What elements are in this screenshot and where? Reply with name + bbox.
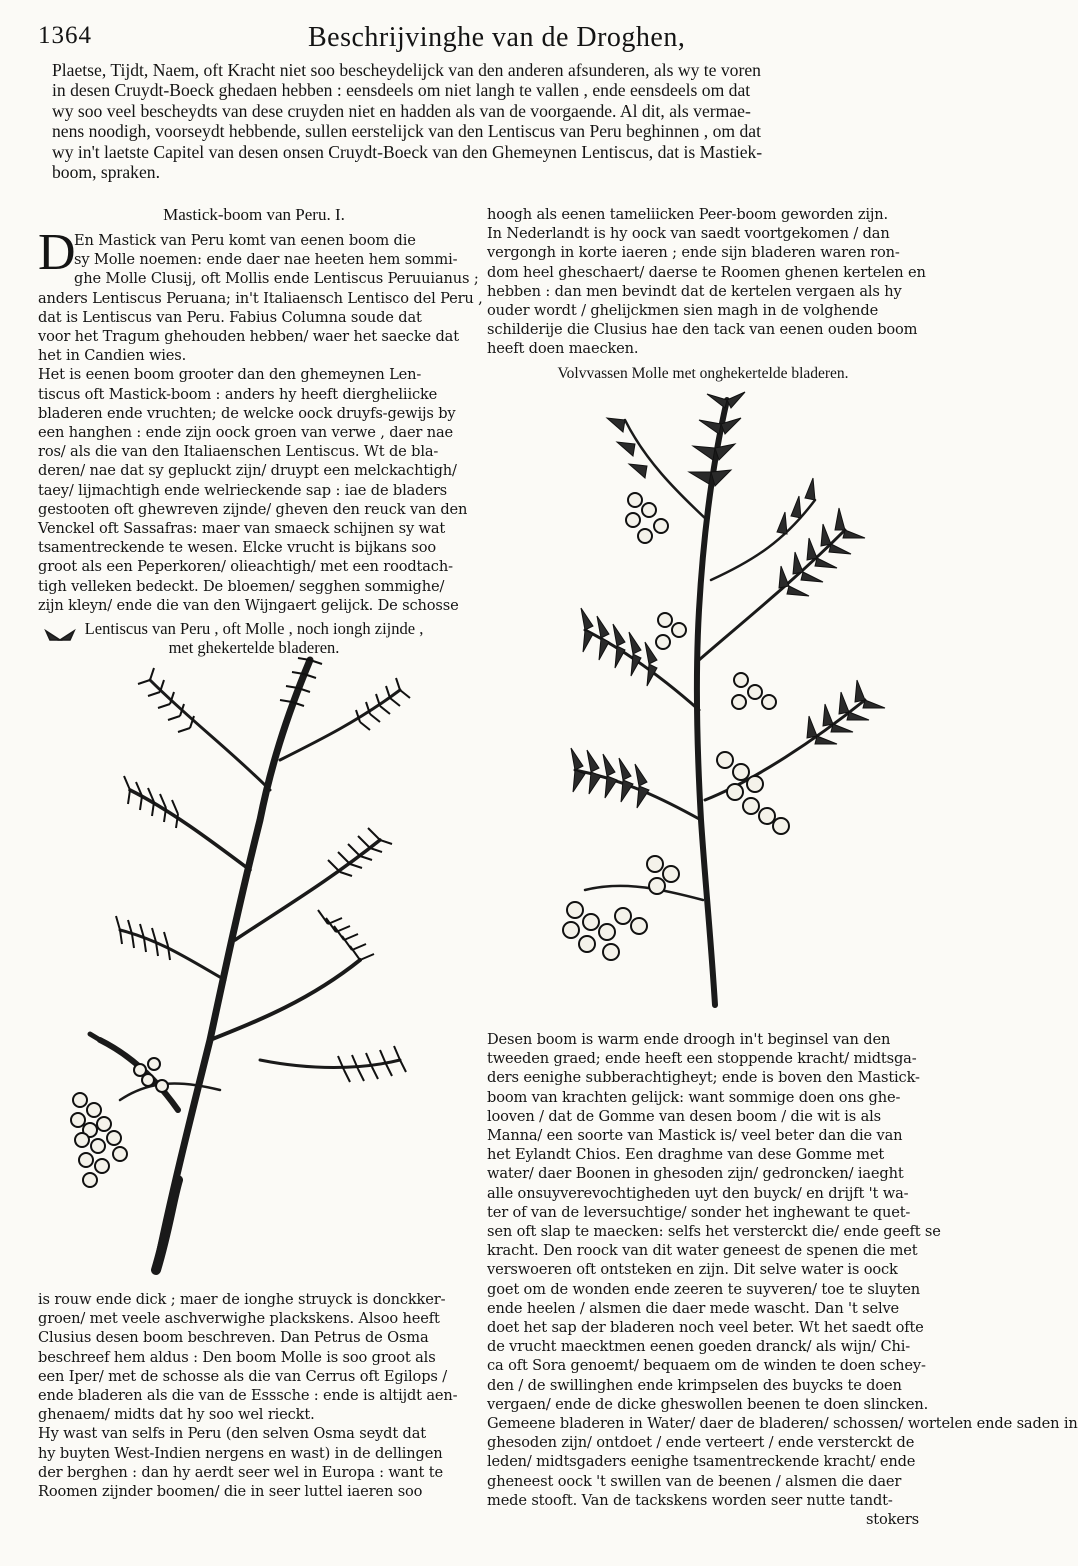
text-line: ca oft Sora genoemt/ bequaem om de winden te doen schey- [487,1357,926,1375]
intro-paragraph [52,60,912,182]
text-line: ende heelen / alsmen die daer mede wascht. Dan 't selve [487,1299,900,1317]
text-line: deren/ nae dat sy gepluckt zijn/ druypt een melckachtigh/ [38,462,457,480]
text-line: Plaetse, Tijdt, Naem, oft Kracht niet soo bescheydelijck van den anderen afsunderen, als wy te voren [52,60,761,80]
text-line: ouder wordt / ghelijckmen sien magh in de volghende [487,302,879,320]
text-line: taey/ lijmachtigh ende welrieckende sap : iae de bladers [38,481,448,499]
text-line: ende bladeren als die van de Esssche : ende is altijdt aen- [38,1387,458,1405]
text-line: een Iper/ met de schosse als die van Cerrus oft Egilops / [38,1367,447,1385]
caption-line: met ghekertelde bladeren. [168,638,340,658]
text-line: anders Lentiscus Peruana; in't Italiaensch Lentisco del Peru , [38,289,483,307]
text-line: kracht. Den roock van dit water geneest de spenen die met [487,1242,918,1260]
text-line: tweeden graed; ende heeft een stoppende kracht/ midtsga- [487,1050,917,1068]
text-line: boom, spraken. [52,162,160,183]
text-line: heeft doen maecken. [487,340,639,358]
paragraph-right-1 [487,205,926,359]
text-line: dat is Lentiscus van Peru. Fabius Columna soude dat [38,308,422,326]
text-line: hebben : dan men bevindt dat de kertelen vergaen als hy [487,282,902,300]
text-line: groen/ met veele aschverwighe plackskens. Alsoo heeft [38,1310,440,1328]
young-molle-woodcut [60,640,460,1280]
text-line: ghenaem/ midts dat hy soo wel rieckt. [38,1406,315,1424]
text-line: een hanghen : ende zijn oock groen van verwe , daer nae [38,424,454,442]
text-line: En Mastick van Peru komt van eenen boom die [74,232,416,249]
text-line: Roomen zijnder boomen/ die in seer luttel iaeren soo [38,1483,423,1501]
text-line: sen oft slap te maecken: selfs het versterckt die/ ende geeft se [487,1223,941,1241]
text-line: gheneest oock 't swillen van de beenen / alsmen die daer [487,1472,902,1490]
text-line: wy soo veel bescheydts van dese cruyden niet en hadden als van de voorgaende. Al dit, als vermae- [52,100,751,121]
text-line: hy buyten West-Indien nergens en wast) in de dellingen [38,1444,443,1462]
page-header [38,22,918,58]
running-title: Beschrijvinghe van de Droghen, [308,22,686,53]
text-line: ghe Molle Clusij, oft Mollis ende Lentiscus Peruuianus ; [74,270,479,288]
text-line: den / de swillinghen ende krimpselen des buycks te doen [487,1376,902,1394]
text-line: Gemeene bladeren in Water/ daer de bladeren/ schossen/ wortelen ende saden in [487,1415,1078,1433]
text-line: Het is eenen boom grooter dan den ghemeynen Len- [38,366,422,384]
paragraph-3 [38,1290,470,1424]
text-line: ter of van de leversuchtige/ sonder het inghewant te quet- [487,1203,911,1221]
right-column [487,205,926,389]
paragraph-right-2 [487,1030,1078,1529]
text-line: water/ daer Boonen in ghesoden zijn/ gedroncken/ iaeght [487,1165,904,1183]
text-line: Hy wast van selfs in Peru (den selven Osma seydt dat [38,1425,426,1443]
paragraph-4 [38,1424,470,1501]
text-line: Clusius desen boom beschreven. Dan Petrus de Osma [38,1329,429,1347]
left-column [38,205,483,663]
text-line: leden/ midtsgaders eenighe tsamentreckende kracht/ ende [487,1453,916,1471]
text-line: wy in't laetste Capitel van desen onsen Cruydt-Boeck van den Ghemeynen Lentiscus, dat is Mastiek- [52,141,763,162]
figure-caption-right: Volvvassen Molle met onghekertelde bladeren. [557,364,849,382]
text-line: goet om de wonden ende zeeren te suyveren/ toe te sluyten [487,1280,921,1298]
text-line: dom heel gheschaert/ daerse te Roomen ghenen kertelen en [487,263,926,281]
text-line: de vrucht maecktmen eenen goeden dranck/ als wijn/ Chi- [487,1338,911,1356]
text-line: bladeren ende vruchten; de welcke oock druyfs-gewijs by [38,404,456,422]
drop-cap: D [38,224,76,281]
text-line: boom van krachten gelijck: want sommige doen ons ghe- [487,1088,901,1106]
text-line: Desen boom is warm ende droogh in't beginsel van den [487,1031,891,1048]
caption-line: Lentiscus van Peru , oft Molle , noch iongh zijnde , [84,619,424,639]
text-line: ros/ als die van den Italiaenschen Lentiscus. Wt de bla- [38,443,439,461]
mature-molle-woodcut [515,380,915,1020]
text-line: mede stooft. Van de tackskens worden seer nutte tandt- [487,1491,893,1509]
text-line: het in Candien wies. [38,347,187,365]
text-line: tsamentreckende te wesen. Elcke vrucht is bijkans soo [38,539,436,557]
paragraph-2 [38,365,470,615]
right-column-lower [487,1030,1078,1529]
text-line: vergaen/ ende de dicke gheswollen beenen te doen slincken. [487,1395,929,1413]
text-line: zijn kleyn/ ende die van den Wijngaert gelijck. De schosse [38,596,459,614]
text-line: ghesoden zijn/ ontdoet / ende verteert / ende versterckt de [487,1434,915,1452]
text-line: In Nederlandt is hy oock van saedt voortgekomen / dan [487,225,890,243]
text-line: der berghen : dan hy aerdt seer wel in Europa : want te [38,1463,443,1481]
text-line: ders eenighe subberachtigheyt; ende is boven den Mastick- [487,1069,920,1087]
left-column-lower [38,1290,470,1501]
text-line: hoogh als eenen tameliicken Peer-boom geworden zijn. [487,206,889,223]
text-line: het Eylandt Chios. Een draghme van dese Gomme met [487,1146,885,1164]
text-line: doet het sap der bladeren noch veel beter. Wt het saedt ofte [487,1319,924,1337]
text-line: beschreef hem aldus : Den boom Molle is soo groot als [38,1348,436,1366]
text-line: tigh velleken bedeckt. De bloemen/ segghen sommighe/ [38,577,445,595]
catchword: stokers [865,1511,919,1529]
text-line: Manna/ een soorte van Mastick is/ veel beter dan die van [487,1127,903,1145]
text-line: nens noodigh, voorseydt hebbende, sullen eerstelijck van den Lentiscus van Peru beghinnen , om dat [52,121,761,142]
text-line: vergongh in korte iaeren ; ende sijn bladeren waren ron- [487,244,900,262]
text-line: groot als een Peperkoren/ olieachtigh/ met een roodtach- [38,558,453,576]
text-line: alle onsuyverevochtigheden uyt den buyck/ en drijft 't wa- [487,1184,909,1202]
text-line: is rouw ende dick ; maer de ionghe struyck is donckker- [38,1291,446,1308]
text-line: tiscus oft Mastick-boom : anders hy heeft diergheliicke [38,385,438,403]
text-line: schilderije die Clusius hae den tack van eenen ouden boom [487,321,918,339]
paragraph-1 [38,224,483,365]
page-number: 1364 [38,22,92,49]
text-line: Venckel oft Sassafras: maer van smaeck schijnen sy wat [38,520,446,538]
text-line: gestooten oft ghewreven zijnde/ gheven den reuck van den [38,500,468,518]
section-heading: Mastick-boom van Peru. I. [163,205,345,224]
text-line: voor het Tragum ghehouden hebben/ waer het saecke dat [38,328,459,346]
text-line: in desen Cruydt-Boeck ghedaen hebben : eensdeels om niet langh te vallen , ende eensdeels om dat [52,80,751,101]
text-line: verswoeren oft ontsteken en zijn. Dit selve water is oock [487,1261,898,1279]
text-line: sy Molle noemen: ende daer nae heeten hem sommi- [74,251,458,269]
text-line: looven / dat de Gomme van desen boom / die wit is als [487,1107,881,1125]
